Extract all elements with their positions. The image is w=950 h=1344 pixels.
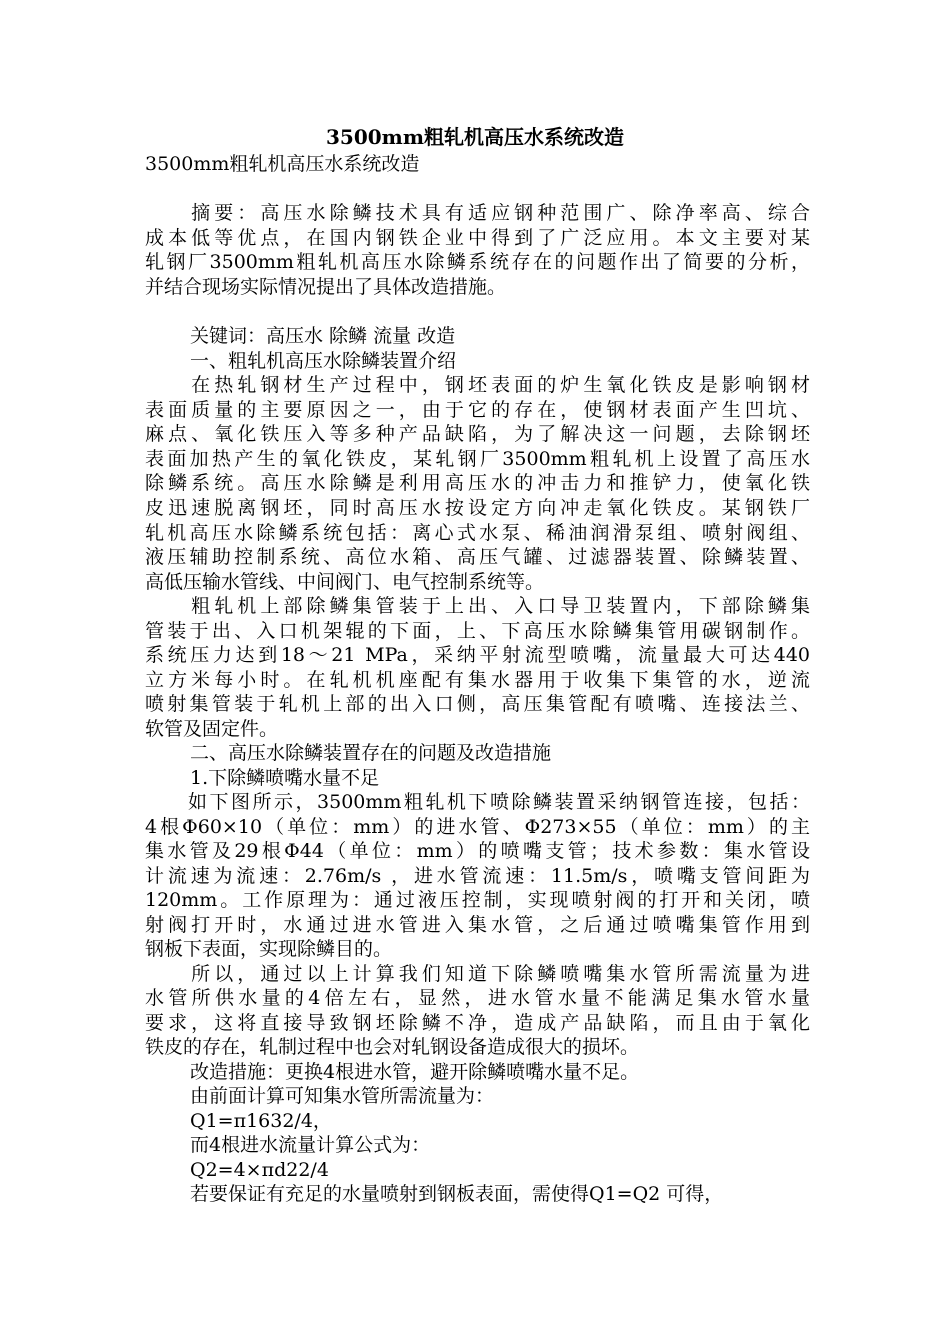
paragraph-line: 轧机高压水除鳞系统包括：离心式水泵、稀油润滑泵组、喷射阀组、 — [145, 522, 810, 544]
doc-title: 3500mm粗轧机高压水系统改造 — [326, 125, 624, 149]
paragraph-line: 4根Φ60×10（单位：mm）的进水管、Φ273×55（单位：mm）的主 — [145, 816, 810, 838]
paragraph-line: 表面质量的主要原因之一，由于它的存在，使钢材表面产生凹坑、 — [145, 399, 810, 421]
paragraph-line: 所以，通过以上计算我们知道下除鳞喷嘴集水管所需流量为进 — [145, 963, 810, 985]
paragraph-line: 要求，这将直接导致钢坯除鳞不净，造成产品缺陷，而且由于氧化 — [145, 1012, 810, 1034]
paragraph-line: 麻点、氧化铁压入等多种产品缺陷，为了解决这一问题，去除钢坯 — [145, 423, 810, 445]
paragraph-line: 水管所供水量的4倍左右，显然，进水管水量不能满足集水管水量 — [145, 987, 810, 1009]
paragraph-line: 表面加热产生的氧化铁皮，某轧钢厂3500mm粗轧机上设置了高压水 — [145, 448, 810, 470]
formula-q2: Q2=4×πd22/4 — [190, 1159, 329, 1181]
calc-intro: 由前面计算可知集水管所需流量为： — [190, 1085, 495, 1107]
paragraph-line: 高低压输水管线、中间阀门、电气控制系统等。 — [145, 571, 545, 593]
paragraph-line: 立方米每小时。在轧机机座配有集水器用于收集下集管的水，逆流 — [145, 669, 810, 691]
paragraph-line: 粗轧机上部除鳞集管装于上出、入口导卫装置内，下部除鳞集 — [145, 595, 810, 617]
paragraph-line: 射阀打开时，水通过进水管进入集水管，之后通过喷嘴集管作用到 — [145, 914, 810, 936]
section-heading-1: 一、粗轧机高压水除鳞装置介绍 — [190, 350, 457, 372]
paragraph-line: 液压辅助控制系统、高位水箱、高压气罐、过滤器装置、除鳞装置、 — [145, 546, 810, 568]
abstract-line: 成本低等优点，在国内钢铁企业中得到了广泛应用。本文主要对某 — [145, 227, 810, 249]
abstract-line: 并结合现场实际情况提出了具体改造措施。 — [145, 276, 507, 298]
paragraph-line: 120mm。工作原理为：通过液压控制，实现喷射阀的打开和关闭，喷 — [145, 889, 810, 911]
paragraph-line: 皮迅速脱离钢坯，同时高压水按设定方向冲走氧化铁皮。某钢铁厂 — [145, 497, 810, 519]
doc-subtitle: 3500mm粗轧机高压水系统改造 — [145, 153, 420, 175]
abstract-line: 轧钢厂3500mm粗轧机高压水除鳞系统存在的问题作出了简要的分析， — [145, 251, 810, 273]
paragraph-line: 在热轧钢材生产过程中，钢坯表面的炉生氧化铁皮是影响钢材 — [145, 374, 810, 396]
paragraph-line: 计流速为流速：2.76m/s ，进水管流速：11.5m/s，喷嘴支管间距为 — [145, 865, 810, 887]
paragraph-line: 钢板下表面，实现除鳞目的。 — [145, 938, 393, 960]
abstract-line: 摘要：高压水除鳞技术具有适应钢种范围广、除净率高、综合 — [145, 202, 810, 224]
formula-q1: Q1=π1632/4， — [190, 1110, 332, 1132]
paragraph-line: 铁皮的存在，轧制过程中也会对轧钢设备造成很大的损坏。 — [145, 1036, 640, 1058]
subsection-heading: 1.下除鳞喷嘴水量不足 — [190, 767, 380, 789]
formula-intro: 而4根进水流量计算公式为： — [190, 1134, 431, 1156]
last-line: 若要保证有充足的水量喷射到钢板表面，需使得Q1=Q2 可得， — [190, 1183, 724, 1205]
paragraph-line: 喷射集管装于轧机上部的出入口侧，高压集管配有喷嘴、连接法兰、 — [145, 693, 810, 715]
paragraph-line: 管装于出、入口机架辊的下面，上、下高压水除鳞集管用碳钢制作。 — [145, 620, 810, 642]
section-heading-2: 二、高压水除鳞装置存在的问题及改造措施 — [190, 742, 552, 764]
paragraph-line: 软管及固定件。 — [145, 718, 279, 740]
measure-text: 改造措施：更换4根进水管，避开除鳞喷嘴水量不足。 — [190, 1061, 640, 1083]
keywords: 关键词：高压水 除鳞 流量 改造 — [190, 325, 456, 347]
paragraph-line: 如下图所示，3500mm粗轧机下喷除鳞装置采纳钢管连接，包括： — [145, 791, 810, 813]
paragraph-line: 系统压力达到18～21 MPa，采纳平射流型喷嘴，流量最大可达440 — [145, 644, 810, 666]
paragraph-line: 除鳞系统。高压水除鳞是利用高压水的冲击力和推铲力，使氧化铁 — [145, 472, 810, 494]
paragraph-line: 集水管及29根Φ44（单位：mm）的喷嘴支管；技术参数：集水管设 — [145, 840, 810, 862]
